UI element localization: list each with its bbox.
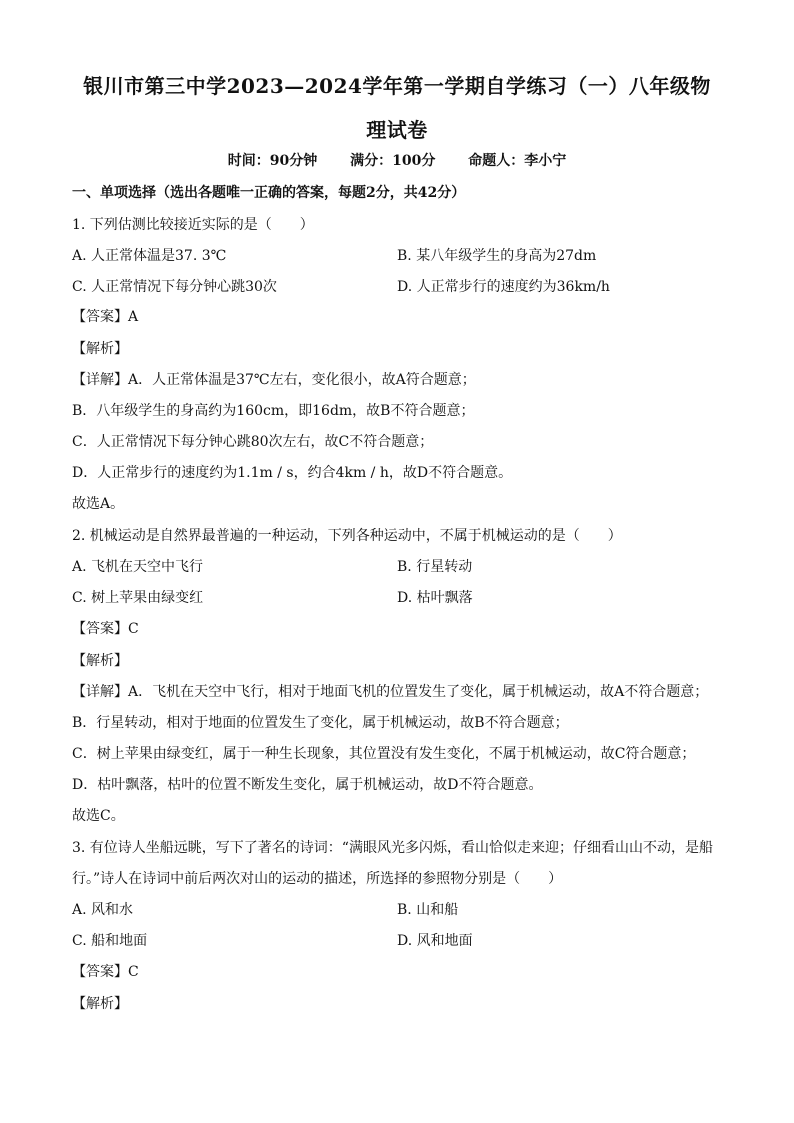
exam-title-line-1: 银川市第三中学2023—2024学年第一学期自学练习（一）八年级物 bbox=[83, 74, 711, 98]
q1-detail-d: D．人正常步行的速度约为1.1m / s，约合4km / h，故D不符合题意。 bbox=[72, 465, 513, 481]
exam-score: 满分：100分 bbox=[350, 153, 436, 169]
q2-detail-a: 【详解】A．飞机在天空中飞行，相对于地面飞机的位置发生了变化，属于机械运动，故A不符合题意； bbox=[72, 684, 709, 700]
q2-answer: 【答案】C bbox=[72, 621, 139, 637]
q3-stem-line-1: 3. 有位诗人坐船远眺，写下了著名的诗词：“满眼风光多闪烁，看山恰似走来迎；仔细看山山不动，是船 bbox=[72, 840, 713, 856]
q1-detail-b: B．八年级学生的身高约为160cm，即16dm，故B不符合题意； bbox=[72, 403, 475, 419]
exam-meta bbox=[0, 150, 794, 170]
q3-option-d: D. 风和地面 bbox=[397, 933, 473, 949]
q2-option-b: B. 行星转动 bbox=[397, 559, 473, 575]
exam-time: 时间：90分钟 bbox=[227, 153, 318, 169]
q2-option-c: C. 树上苹果由绿变红 bbox=[72, 590, 204, 606]
q1-detail-c: C．人正常情况下每分钟心跳80次左右，故C不符合题意； bbox=[72, 434, 434, 450]
exam-title-line-2: 理试卷 bbox=[366, 118, 428, 142]
section-heading: 一、单项选择（选出各题唯一正确的答案，每题2分，共42分） bbox=[72, 185, 466, 201]
q3-option-a: A. 风和水 bbox=[72, 902, 134, 918]
q1-option-a: A. 人正常体温是37. 3℃ bbox=[72, 248, 227, 264]
q1-option-c: C. 人正常情况下每分钟心跳30次 bbox=[72, 279, 277, 295]
q1-option-d: D. 人正常步行的速度约为36km/h bbox=[397, 279, 610, 295]
q1-choice: 故选A。 bbox=[72, 496, 125, 512]
q2-choice: 故选C。 bbox=[72, 808, 125, 824]
q1-answer: 【答案】A bbox=[72, 309, 139, 325]
q3-stem-line-2: 行。”诗人在诗词中前后两次对山的运动的描述，所选择的参照物分别是（ ） bbox=[72, 871, 563, 887]
q3-answer: 【答案】C bbox=[72, 964, 139, 980]
q1-option-b: B. 某八年级学生的身高为27dm bbox=[397, 248, 597, 264]
q3-option-b: B. 山和船 bbox=[397, 902, 459, 918]
q2-option-a: A. 飞机在天空中飞行 bbox=[72, 559, 204, 575]
q3-option-c: C. 船和地面 bbox=[72, 933, 148, 949]
q3-analysis-label: 【解析】 bbox=[72, 996, 128, 1012]
q1-stem: 1. 下列估测比较接近实际的是（ ） bbox=[72, 217, 314, 233]
exam-author: 命题人：李小宁 bbox=[468, 153, 567, 169]
q2-option-d: D. 枯叶飘落 bbox=[397, 590, 473, 606]
q2-analysis-label: 【解析】 bbox=[72, 653, 128, 669]
q1-analysis-label: 【解析】 bbox=[72, 341, 128, 357]
q2-detail-c: C．树上苹果由绿变红，属于一种生长现象，其位置没有发生变化，不属于机械运动，故C符合题意； bbox=[72, 746, 696, 762]
q2-detail-b: B．行星转动，相对于地面的位置发生了变化，属于机械运动，故B不符合题意； bbox=[72, 715, 569, 731]
q1-detail-a: 【详解】A．人正常体温是37℃左右，变化很小，故A符合题意； bbox=[72, 372, 476, 388]
q2-detail-d: D．枯叶飘落，枯叶的位置不断发生变化，属于机械运动，故D不符合题意。 bbox=[72, 777, 543, 793]
q2-stem: 2. 机械运动是自然界最普遍的一种运动，下列各种运动中，不属于机械运动的是（ ） bbox=[72, 528, 622, 544]
